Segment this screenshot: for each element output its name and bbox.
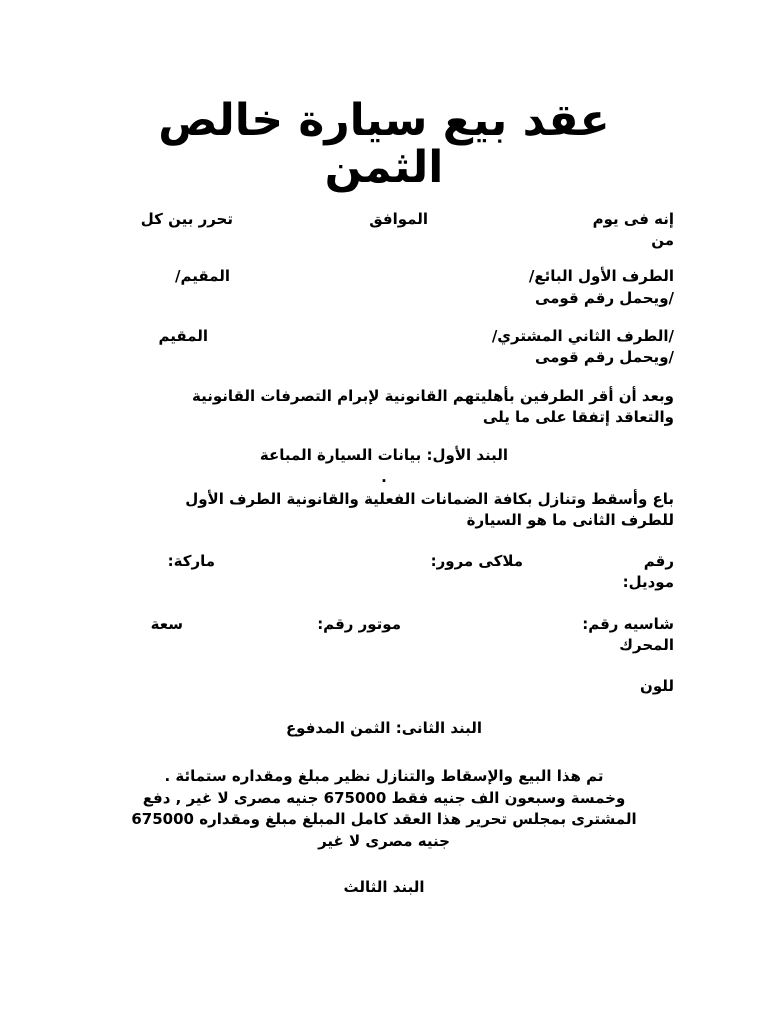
car-motor-label: موتور رقم: <box>317 615 401 633</box>
intro-day-label: إنه فى يوم <box>592 210 674 228</box>
clause1-dot: . <box>381 468 387 486</box>
clause1-line1: باع وأسقط وتنازل بكافة الضمانات الفعلية والقانونية الطرف الأول <box>185 490 674 508</box>
car-brand-label: ماركة: <box>167 552 215 570</box>
document-title-line1: عقد بيع سيارة خالص <box>158 95 610 146</box>
clause3-heading: البند الثالث <box>343 878 425 896</box>
first-party-id-line: /ويحمل رقم قومى <box>534 289 674 307</box>
first-party-resident: المقيم/ <box>175 267 230 285</box>
clause2-line2: وخمسة وسبعون الف جنيه فقط 675000 جنيه مصرى لا غير , دفع <box>142 789 626 807</box>
second-party-id-line: /ويحمل رقم قومى <box>534 348 674 366</box>
document-title-line2: الثمن <box>324 142 444 193</box>
capacity-line2: والتعاقد إتفقا على ما يلى <box>482 408 674 426</box>
car-number-label: رقم <box>643 552 674 570</box>
second-party-resident: المقيم <box>158 327 208 345</box>
intro-from: من <box>651 231 674 249</box>
clause1-heading: البند الأول: بيانات السيارة المباعة <box>259 446 509 464</box>
car-model-label: موديل: <box>622 573 674 591</box>
car-capacity-label: سعة <box>150 615 183 633</box>
intro-written-between: تحرر بين كل <box>140 210 233 228</box>
second-party-label: /الطرف الثاني المشتري/ <box>491 327 674 345</box>
capacity-line1: وبعد أن أقر الطرفين بأهليتهم القانونية لإبرام التصرفات القانونية <box>192 387 674 405</box>
first-party-label: الطرف الأول البائع/ <box>528 267 674 285</box>
car-engine-label: المحرك <box>619 636 674 654</box>
car-chassis-label: شاسيه رقم: <box>582 615 674 633</box>
clause1-line2: للطرف الثانى ما هو السيارة <box>466 511 674 529</box>
intro-matching-label: الموافق <box>369 210 428 228</box>
clause2-heading: البند الثانى: الثمن المدفوع <box>285 719 483 737</box>
clause2-line1: تم هذا البيع والإسقاط والتنازل نظير مبلغ ومقداره ستمائة . <box>164 767 604 785</box>
car-color-label: للون <box>640 677 674 695</box>
clause2-line3: المشترى بمجلس تحرير هذا العقد كامل المبلغ مبلغ ومقداره 675000 <box>131 810 637 828</box>
car-traffic-label: ملاكى مرور: <box>430 552 523 570</box>
clause2-line4: جنيه مصرى لا غير <box>318 832 450 850</box>
